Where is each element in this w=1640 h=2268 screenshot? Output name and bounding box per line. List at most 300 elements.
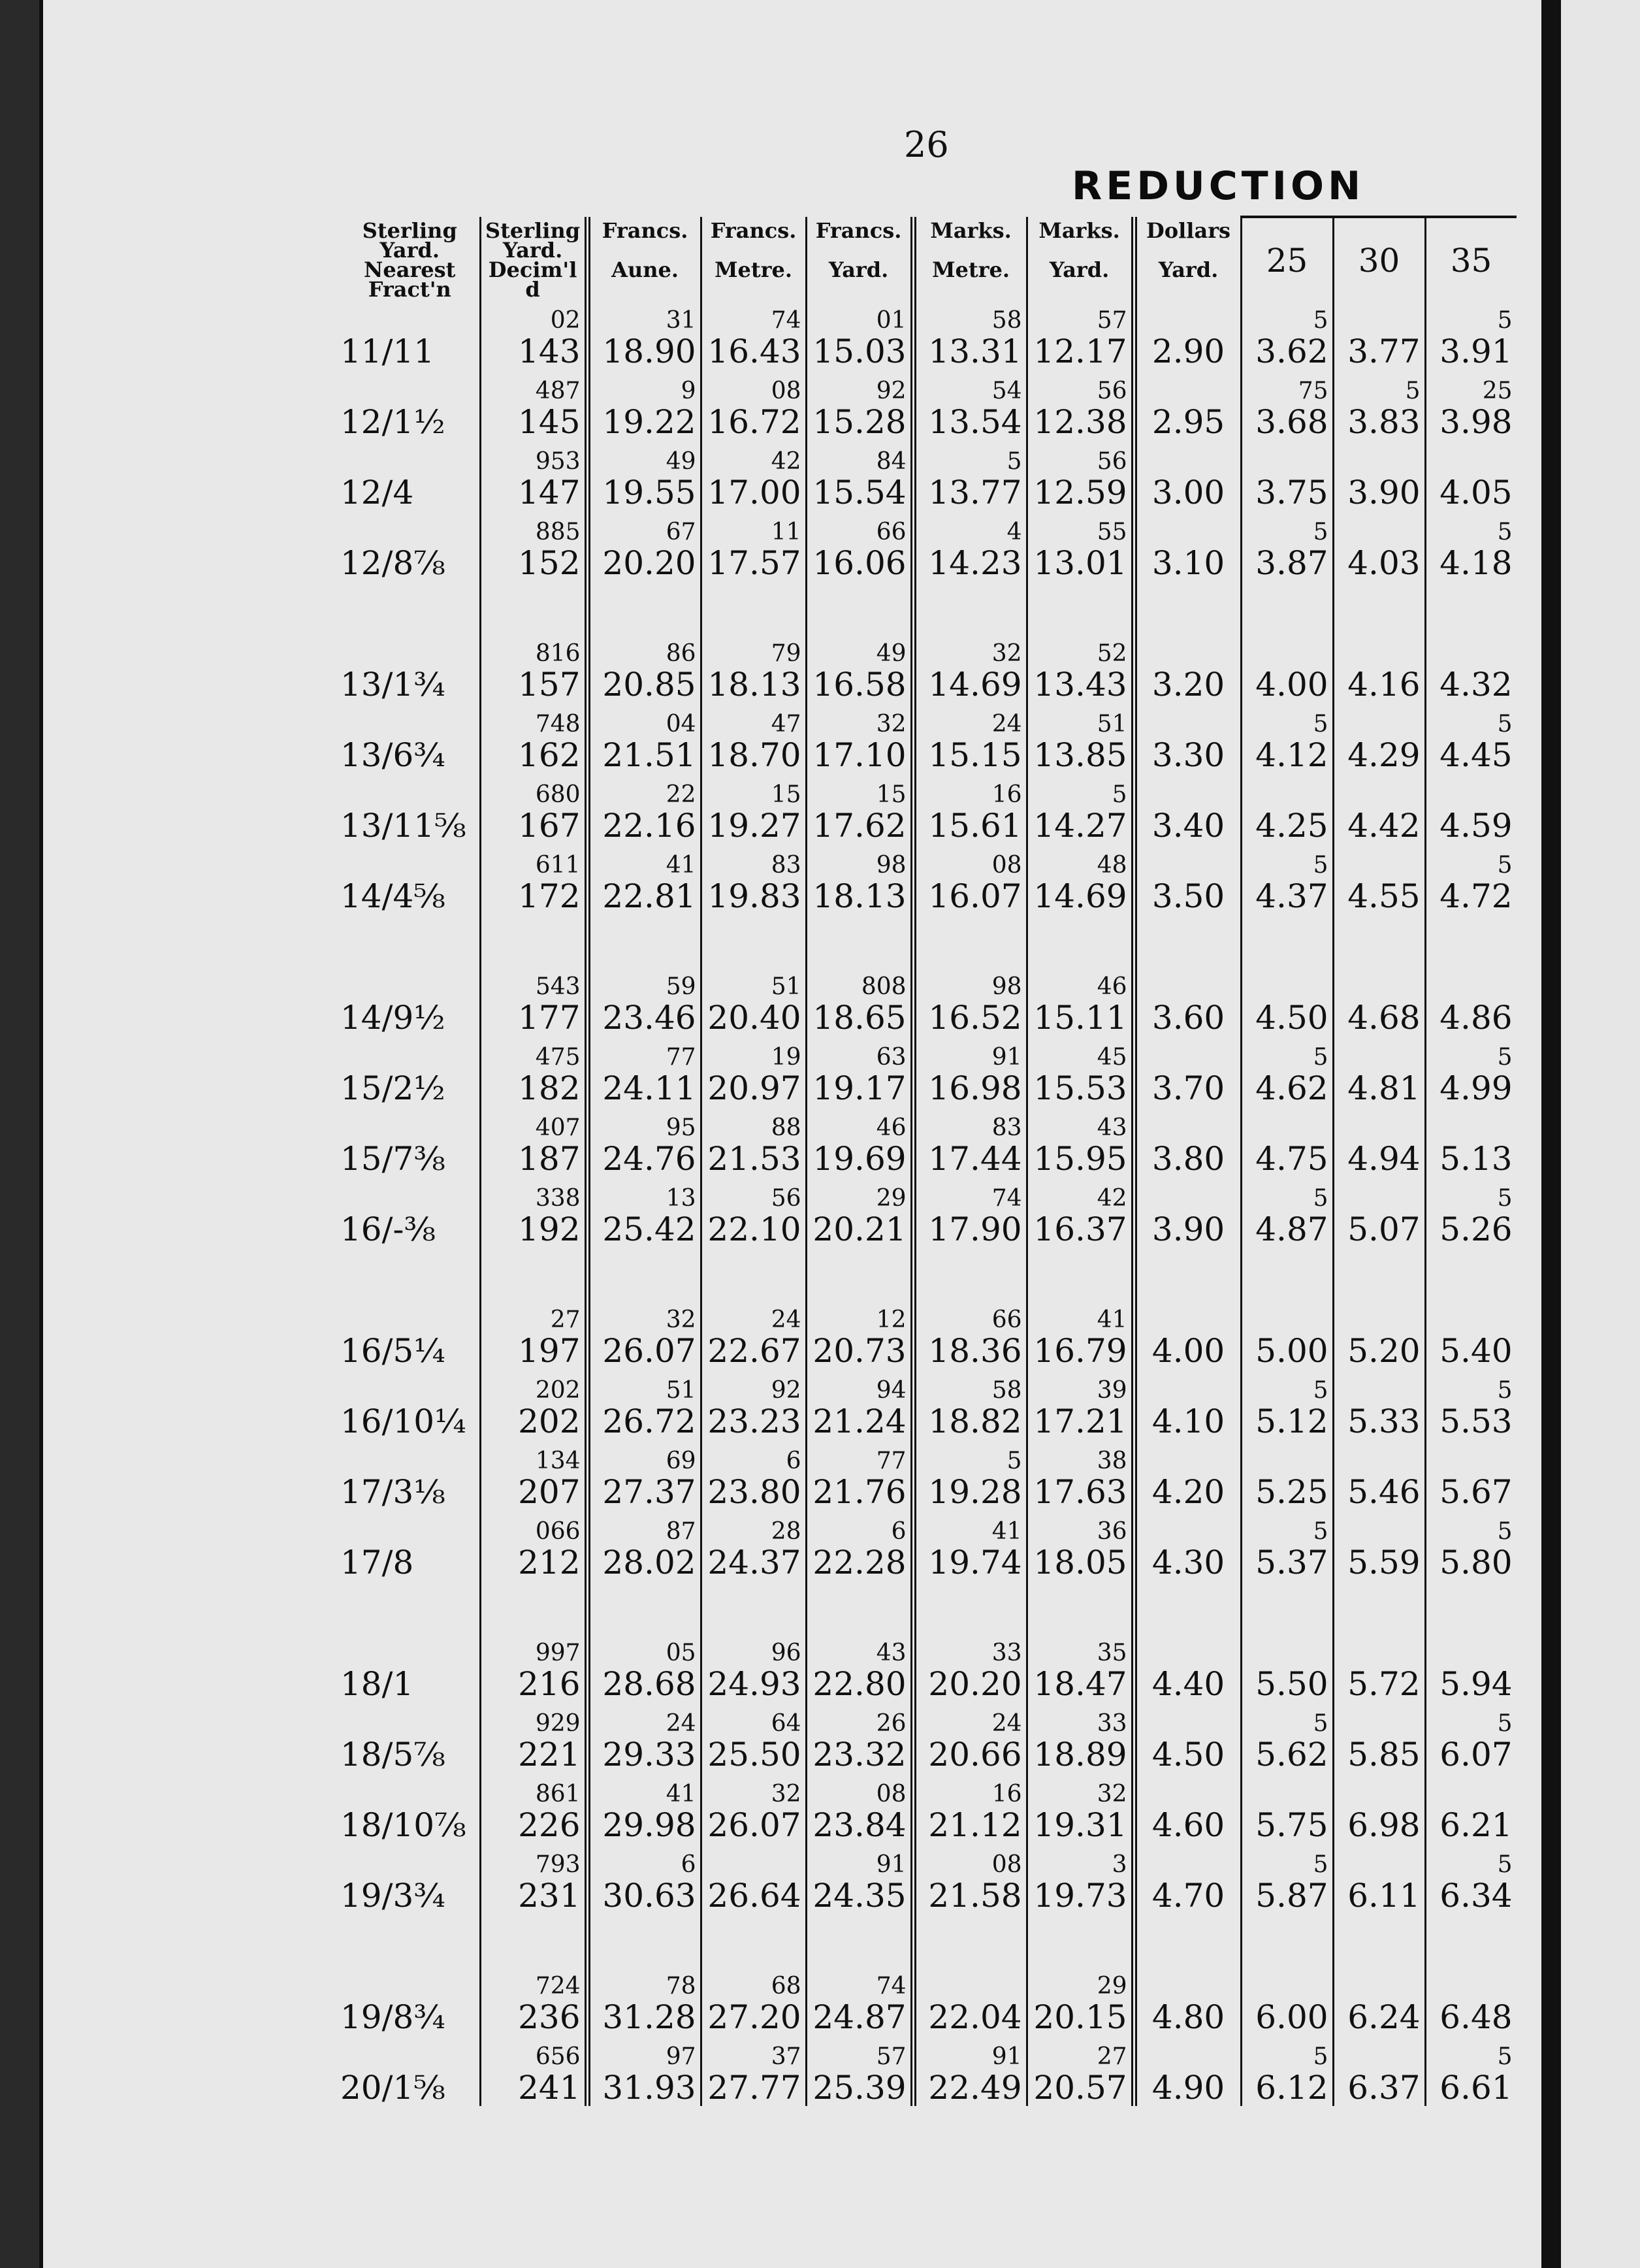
cell-marks-metre: [913, 370, 1027, 440]
header-francs-metre-top: Francs.: [710, 218, 797, 243]
cell-sterling-fract-value: 16/-⅜: [340, 1210, 436, 1248]
cell-marks-metre: [913, 581, 1027, 703]
table-row: [340, 1773, 1517, 1843]
cell-francs-aune-superscript: 59: [666, 973, 696, 1000]
cell-marks-yard-value: 16.37: [1033, 1210, 1127, 1248]
cell-marks-yard-value: 13.01: [1033, 544, 1127, 582]
cell-marks-metre-value: 13.31: [928, 332, 1022, 370]
cell-percent-25-value: 5.62: [1255, 1736, 1328, 1774]
cell-percent-30: [1333, 1581, 1425, 1702]
cell-marks-yard: [1027, 1773, 1134, 1843]
cell-percent-35-value: 5.67: [1439, 1473, 1513, 1511]
cell-francs-aune: [587, 1510, 701, 1581]
cell-percent-35-value: 5.80: [1439, 1544, 1513, 1581]
cell-percent-35-superscript: [1429, 449, 1513, 474]
cell-francs-yard-superscript: 74: [876, 1973, 907, 2000]
cell-francs-metre-value: 18.70: [707, 736, 801, 774]
cell-marks-yard-superscript: 35: [1097, 1640, 1127, 1666]
cell-francs-yard-superscript: 32: [876, 711, 907, 737]
cell-percent-35-superscript: [1429, 783, 1513, 807]
cell-percent-30: [1333, 2035, 1425, 2106]
cell-percent-25-value: 5.12: [1255, 1402, 1328, 1440]
cell-marks-yard: [1027, 844, 1134, 915]
cell-marks-metre-value: 18.82: [928, 1402, 1022, 1440]
cell-percent-35-superscript: 5: [1497, 711, 1513, 737]
cell-francs-metre-superscript: 11: [771, 519, 801, 545]
cell-percent-30-superscript: [1337, 975, 1421, 999]
cell-marks-metre-value: 16.52: [928, 999, 1022, 1037]
cell-francs-aune-value: 31.93: [602, 2069, 696, 2107]
cell-sterling-decimal-value: 152: [518, 544, 581, 582]
cell-marks-yard: [1027, 440, 1134, 511]
cell-marks-metre-value: 21.12: [928, 1806, 1022, 1844]
cell-sterling-decimal: [480, 1036, 587, 1107]
cell-marks-yard-value: 15.11: [1033, 999, 1127, 1037]
cell-francs-metre-value: 21.53: [707, 1140, 801, 1178]
cell-francs-aune: [587, 773, 701, 844]
cell-marks-yard: [1027, 1914, 1134, 2035]
cell-francs-metre: [701, 773, 806, 844]
cell-percent-30-superscript: [1337, 1186, 1421, 1211]
cell-marks-yard-superscript: 56: [1097, 448, 1127, 475]
cell-percent-30-value: 6.24: [1347, 1998, 1421, 2036]
cell-percent-30: [1333, 915, 1425, 1036]
cell-sterling-decimal-superscript: 929: [535, 1710, 581, 1737]
cell-sterling-decimal-superscript: 724: [535, 1973, 581, 2000]
cell-percent-25-value: 5.87: [1255, 1877, 1328, 1915]
cell-francs-aune-value: 24.11: [602, 1069, 696, 1107]
header-francs-aune-bottom: Aune.: [611, 257, 679, 282]
cell-percent-35-superscript: [1429, 1974, 1513, 1999]
cell-marks-metre: [913, 844, 1027, 915]
cell-marks-metre-value: 13.54: [928, 403, 1022, 441]
cell-francs-yard-superscript: 01: [876, 307, 907, 334]
cell-percent-30: [1333, 1440, 1425, 1510]
cell-marks-metre-superscript: 4: [1006, 519, 1022, 545]
cell-sterling-decimal-superscript: 543: [535, 973, 581, 1000]
cell-francs-yard: [806, 1510, 913, 1581]
cell-marks-yard-superscript: 38: [1097, 1448, 1127, 1474]
cell-percent-35-value: 4.86: [1439, 999, 1513, 1037]
cell-marks-yard: [1027, 511, 1134, 581]
cell-dollars-yard-value: 3.00: [1151, 474, 1225, 511]
cell-francs-aune-superscript: 6: [681, 1851, 696, 1878]
cell-marks-yard-superscript: 56: [1097, 378, 1127, 404]
cell-percent-30-value: 4.16: [1347, 666, 1421, 704]
cell-sterling-decimal-value: 226: [518, 1806, 581, 1844]
cell-marks-metre-value: 20.66: [928, 1736, 1022, 1774]
cell-sterling-fract: [340, 1248, 480, 1369]
header-dollars-bottom: Yard.: [1158, 257, 1219, 282]
cell-percent-30: [1333, 844, 1425, 915]
cell-percent-35: [1425, 1440, 1517, 1510]
adjacent-page: [1561, 0, 1640, 2268]
cell-francs-aune-superscript: 78: [666, 1973, 696, 2000]
cell-francs-yard-value: 15.28: [812, 403, 907, 441]
cell-dollars-yard-value: 2.90: [1151, 332, 1225, 370]
cell-sterling-fract-value: 19/3¾: [340, 1877, 445, 1915]
cell-marks-metre: [913, 511, 1027, 581]
cell-marks-metre-superscript: [919, 1974, 1022, 1999]
cell-dollars-yard: [1134, 703, 1241, 773]
cell-francs-metre-value: 23.80: [707, 1473, 801, 1511]
cell-percent-35: [1425, 1036, 1517, 1107]
cell-percent-35-superscript: 5: [1497, 1518, 1513, 1545]
cell-dollars-yard: [1134, 1914, 1241, 2035]
cell-percent-30-value: 3.83: [1347, 403, 1421, 441]
cell-marks-metre-value: 18.36: [928, 1332, 1022, 1370]
cell-marks-yard-value: 18.47: [1033, 1665, 1127, 1703]
cell-percent-30-value: 5.20: [1347, 1332, 1421, 1370]
cell-dollars-yard-value: 3.20: [1151, 666, 1225, 704]
cell-francs-aune: [587, 1369, 701, 1440]
cell-sterling-decimal-superscript: 748: [535, 711, 581, 737]
cell-marks-metre-value: 22.49: [928, 2069, 1022, 2107]
cell-francs-aune: [587, 1843, 701, 1914]
cell-francs-aune: [587, 1914, 701, 2035]
cell-francs-metre-superscript: 24: [771, 1306, 801, 1333]
cell-sterling-decimal: [480, 1440, 587, 1510]
cell-percent-35-superscript: [1429, 1782, 1513, 1807]
cell-marks-metre-value: 14.23: [928, 544, 1022, 582]
cell-sterling-decimal-value: 167: [518, 807, 581, 845]
cell-percent-25: [1241, 440, 1333, 511]
cell-sterling-decimal-value: 212: [518, 1544, 581, 1581]
cell-marks-metre-superscript: 91: [991, 1044, 1022, 1071]
cell-dollars-yard: [1134, 1248, 1241, 1369]
cell-sterling-decimal: [480, 299, 587, 370]
cell-sterling-decimal-value: 162: [518, 736, 581, 774]
cell-percent-25-value: 5.00: [1255, 1332, 1328, 1370]
cell-percent-35-value: 5.13: [1439, 1140, 1513, 1178]
cell-percent-35-value: 4.05: [1439, 474, 1513, 511]
cell-percent-25: [1241, 1369, 1333, 1440]
cell-marks-yard-value: 14.27: [1033, 807, 1127, 845]
cell-percent-30-value: 5.33: [1347, 1402, 1421, 1440]
cell-sterling-fract-value: 12/1½: [340, 403, 445, 441]
cell-sterling-fract: [340, 1581, 480, 1702]
cell-francs-yard: [806, 1440, 913, 1510]
cell-sterling-decimal-superscript: 338: [535, 1185, 581, 1212]
cell-percent-35-superscript: 5: [1497, 2043, 1513, 2070]
cell-sterling-fract: [340, 1510, 480, 1581]
cell-percent-25-value: 6.12: [1255, 2069, 1328, 2107]
cell-francs-metre-value: 20.40: [707, 999, 801, 1037]
cell-percent-30: [1333, 1843, 1425, 1914]
cell-francs-yard-value: 16.06: [812, 544, 907, 582]
cell-sterling-fract: [340, 2035, 480, 2106]
cell-dollars-yard: [1134, 1036, 1241, 1107]
cell-francs-metre: [701, 844, 806, 915]
cell-francs-metre-value: 19.27: [707, 807, 801, 845]
cell-marks-yard-value: 19.73: [1033, 1877, 1127, 1915]
cell-dollars-yard: [1134, 1773, 1241, 1843]
table-row: [340, 1510, 1517, 1581]
cell-francs-yard-value: 24.35: [812, 1877, 907, 1915]
cell-percent-30: [1333, 703, 1425, 773]
cell-percent-30-superscript: [1337, 783, 1421, 807]
cell-sterling-fract-value: 14/9½: [340, 999, 445, 1037]
cell-percent-35-value: 5.26: [1439, 1210, 1513, 1248]
cell-percent-30-value: 4.03: [1347, 544, 1421, 582]
cell-francs-metre-value: 23.23: [707, 1402, 801, 1440]
cell-percent-25-superscript: 5: [1313, 1185, 1328, 1212]
cell-sterling-decimal-value: 187: [518, 1140, 581, 1178]
cell-francs-aune: [587, 1036, 701, 1107]
cell-percent-30-value: 4.94: [1347, 1140, 1421, 1178]
cell-dollars-yard-value: 4.80: [1151, 1998, 1225, 2036]
cell-percent-30: [1333, 773, 1425, 844]
cell-francs-yard-superscript: 98: [876, 852, 907, 879]
cell-sterling-decimal: [480, 1107, 587, 1177]
cell-sterling-fract-value: 18/5⅞: [340, 1736, 445, 1774]
cell-percent-35-value: 4.32: [1439, 666, 1513, 704]
cell-marks-yard: [1027, 703, 1134, 773]
cell-percent-25-superscript: [1245, 1641, 1328, 1666]
cell-francs-aune-value: 18.90: [602, 332, 696, 370]
cell-percent-35: [1425, 773, 1517, 844]
cell-francs-yard-superscript: 94: [876, 1377, 907, 1404]
cell-francs-yard-superscript: 08: [876, 1781, 907, 1807]
cell-marks-metre-value: 20.20: [928, 1665, 1022, 1703]
cell-francs-yard: [806, 1914, 913, 2035]
cell-percent-30-superscript: [1337, 1711, 1421, 1736]
cell-percent-25: [1241, 1036, 1333, 1107]
cell-francs-metre-superscript: 47: [771, 711, 801, 737]
header-francs-yard-top: Francs.: [815, 218, 902, 243]
header-dollars-top: Dollars: [1146, 218, 1231, 243]
cell-francs-metre: [701, 1914, 806, 2035]
cell-francs-aune-value: 29.33: [602, 1736, 696, 1774]
cell-francs-metre: [701, 1177, 806, 1248]
cell-percent-35: [1425, 1177, 1517, 1248]
cell-sterling-decimal-value: 172: [518, 877, 581, 915]
cell-francs-yard: [806, 703, 913, 773]
cell-percent-35: [1425, 1843, 1517, 1914]
cell-marks-metre-value: 17.44: [928, 1140, 1022, 1178]
cell-sterling-decimal-superscript: 953: [535, 448, 581, 475]
cell-marks-yard: [1027, 2035, 1134, 2106]
table-row: [340, 773, 1517, 844]
cell-percent-25-value: 4.00: [1255, 666, 1328, 704]
cell-francs-yard: [806, 1369, 913, 1440]
cell-francs-metre: [701, 703, 806, 773]
cell-sterling-decimal-superscript: 134: [535, 1448, 581, 1474]
cell-marks-metre-value: 14.69: [928, 666, 1022, 704]
cell-francs-aune: [587, 1107, 701, 1177]
cell-sterling-fract: [340, 844, 480, 915]
cell-marks-yard-superscript: 57: [1097, 307, 1127, 334]
cell-francs-aune-superscript: 49: [666, 448, 696, 475]
cell-francs-metre-value: 26.07: [707, 1806, 801, 1844]
cell-marks-metre: [913, 703, 1027, 773]
cell-dollars-yard: [1134, 440, 1241, 511]
cell-percent-35: [1425, 1581, 1517, 1702]
cell-sterling-decimal: [480, 370, 587, 440]
cell-francs-aune: [587, 440, 701, 511]
table-row: [340, 440, 1517, 511]
table-row: [340, 1843, 1517, 1914]
cell-sterling-decimal-value: 202: [518, 1402, 581, 1440]
cell-dollars-yard-value: 3.60: [1151, 999, 1225, 1037]
cell-francs-aune: [587, 299, 701, 370]
cell-marks-metre-value: 15.61: [928, 807, 1022, 845]
cell-francs-yard: [806, 844, 913, 915]
cell-percent-30: [1333, 1248, 1425, 1369]
cell-percent-25: [1241, 1581, 1333, 1702]
cell-sterling-fract: [340, 1843, 480, 1914]
cell-percent-25-value: 5.75: [1255, 1806, 1328, 1844]
cell-sterling-fract: [340, 1702, 480, 1773]
header-francs-yard: [806, 217, 913, 299]
cell-francs-yard-superscript: 12: [876, 1306, 907, 1333]
cell-dollars-yard: [1134, 1702, 1241, 1773]
cell-francs-yard: [806, 581, 913, 703]
cell-sterling-decimal: [480, 1702, 587, 1773]
cell-percent-25: [1241, 1248, 1333, 1369]
cell-francs-aune: [587, 370, 701, 440]
cell-percent-30-value: 5.59: [1347, 1544, 1421, 1581]
cell-francs-aune-superscript: 13: [666, 1185, 696, 1212]
cell-percent-30-superscript: [1337, 2045, 1421, 2069]
cell-francs-metre-value: 26.64: [707, 1877, 801, 1915]
cell-sterling-decimal: [480, 1773, 587, 1843]
cell-percent-30: [1333, 1369, 1425, 1440]
cell-percent-35: [1425, 1248, 1517, 1369]
cell-dollars-yard-value: 4.30: [1151, 1544, 1225, 1581]
cell-francs-yard-superscript: 63: [876, 1044, 907, 1071]
cell-sterling-decimal: [480, 1914, 587, 2035]
cell-percent-25-value: 5.50: [1255, 1665, 1328, 1703]
cell-sterling-fract: [340, 1440, 480, 1510]
cell-marks-yard-superscript: 27: [1097, 2043, 1127, 2070]
cell-sterling-decimal: [480, 1248, 587, 1369]
cell-francs-metre: [701, 1107, 806, 1177]
cell-sterling-decimal-value: 216: [518, 1665, 581, 1703]
cell-francs-aune: [587, 1581, 701, 1702]
cell-marks-yard: [1027, 1440, 1134, 1510]
cell-francs-metre: [701, 1702, 806, 1773]
cell-percent-30: [1333, 440, 1425, 511]
cell-percent-25-superscript: [1245, 1974, 1328, 1999]
cell-francs-aune: [587, 511, 701, 581]
cell-francs-aune: [587, 1702, 701, 1773]
cell-marks-yard-superscript: 5: [1112, 781, 1127, 808]
cell-marks-yard-value: 18.89: [1033, 1736, 1127, 1774]
cell-sterling-decimal: [480, 1510, 587, 1581]
cell-marks-metre: [913, 440, 1027, 511]
table-row: [340, 1177, 1517, 1248]
cell-marks-yard-superscript: 36: [1097, 1518, 1127, 1545]
cell-percent-35-superscript: 5: [1497, 1377, 1513, 1404]
cell-percent-35-value: 4.99: [1439, 1069, 1513, 1107]
table-row: [340, 703, 1517, 773]
cell-percent-30-superscript: [1337, 641, 1421, 666]
cell-francs-aune: [587, 1773, 701, 1843]
cell-marks-yard-superscript: 55: [1097, 519, 1127, 545]
cell-percent-30-value: 4.81: [1347, 1069, 1421, 1107]
cell-marks-metre-superscript: 32: [991, 640, 1022, 667]
cell-percent-35: [1425, 1773, 1517, 1843]
cell-percent-35: [1425, 1702, 1517, 1773]
cell-francs-metre-superscript: 42: [771, 448, 801, 475]
cell-percent-35-value: 3.91: [1439, 332, 1513, 370]
cell-percent-25: [1241, 299, 1333, 370]
header-francs-yard-bottom: Yard.: [828, 257, 889, 282]
cell-percent-30: [1333, 1107, 1425, 1177]
cell-francs-metre-value: 17.57: [707, 544, 801, 582]
cell-marks-metre-value: 15.15: [928, 736, 1022, 774]
cell-francs-yard-value: 19.69: [812, 1140, 907, 1178]
cell-marks-metre-superscript: 91: [991, 2043, 1022, 2070]
cell-marks-yard-superscript: 29: [1097, 1973, 1127, 2000]
cell-percent-35-superscript: 5: [1497, 1710, 1513, 1737]
cell-marks-yard-value: 12.59: [1033, 474, 1127, 511]
cell-marks-yard-value: 19.31: [1033, 1806, 1127, 1844]
cell-francs-aune-value: 24.76: [602, 1140, 696, 1178]
cell-marks-metre-value: 22.04: [928, 1998, 1022, 2036]
cell-francs-aune-value: 20.85: [602, 666, 696, 704]
cell-marks-metre-superscript: 24: [991, 711, 1022, 737]
table-row: [340, 1581, 1517, 1702]
cell-percent-35-value: 4.18: [1439, 544, 1513, 582]
cell-percent-30-superscript: [1337, 712, 1421, 737]
cell-percent-25-value: 4.75: [1255, 1140, 1328, 1178]
cell-percent-35: [1425, 581, 1517, 703]
cell-percent-30-superscript: [1337, 449, 1421, 474]
page-number: 26: [904, 124, 949, 165]
cell-percent-35-value: 5.53: [1439, 1402, 1513, 1440]
cell-dollars-yard: [1134, 2035, 1241, 2106]
cell-percent-30-value: 3.90: [1347, 474, 1421, 511]
cell-marks-yard-superscript: 42: [1097, 1185, 1127, 1212]
cell-sterling-fract-value: 18/10⅞: [340, 1806, 466, 1844]
cell-percent-35: [1425, 1914, 1517, 2035]
cell-sterling-fract: [340, 703, 480, 773]
cell-dollars-yard: [1134, 1843, 1241, 1914]
cell-dollars-yard-value: 2.95: [1151, 403, 1225, 441]
cell-francs-yard: [806, 1702, 913, 1773]
cell-percent-25-value: 3.68: [1255, 403, 1328, 441]
cell-marks-yard-value: 20.15: [1033, 1998, 1127, 2036]
cell-francs-aune-value: 31.28: [602, 1998, 696, 2036]
cell-francs-metre-value: 27.20: [707, 1998, 801, 2036]
cell-francs-metre: [701, 511, 806, 581]
cell-francs-metre-superscript: 96: [771, 1640, 801, 1666]
cell-percent-25-value: 4.25: [1255, 807, 1328, 845]
cell-percent-25-value: 6.00: [1255, 1998, 1328, 2036]
header-francs-aune-top: Francs.: [602, 218, 688, 243]
cell-francs-metre-value: 25.50: [707, 1736, 801, 1774]
cell-percent-30-value: 5.46: [1347, 1473, 1421, 1511]
cell-francs-metre-value: 17.00: [707, 474, 801, 511]
cell-marks-metre: [913, 1773, 1027, 1843]
cell-percent-35-value: 3.98: [1439, 403, 1513, 441]
cell-sterling-fract: [340, 511, 480, 581]
cell-francs-metre-superscript: 51: [771, 973, 801, 1000]
cell-percent-30-superscript: [1337, 1641, 1421, 1666]
cell-marks-metre-value: 21.58: [928, 1877, 1022, 1915]
cell-francs-metre: [701, 1773, 806, 1843]
cell-percent-35-value: 6.07: [1439, 1736, 1513, 1774]
cell-marks-yard: [1027, 773, 1134, 844]
cell-percent-25-value: 4.50: [1255, 999, 1328, 1037]
cell-percent-25: [1241, 1914, 1333, 2035]
cell-marks-yard-superscript: 43: [1097, 1114, 1127, 1141]
cell-francs-metre: [701, 581, 806, 703]
cell-francs-yard: [806, 1177, 913, 1248]
cell-francs-yard: [806, 1248, 913, 1369]
